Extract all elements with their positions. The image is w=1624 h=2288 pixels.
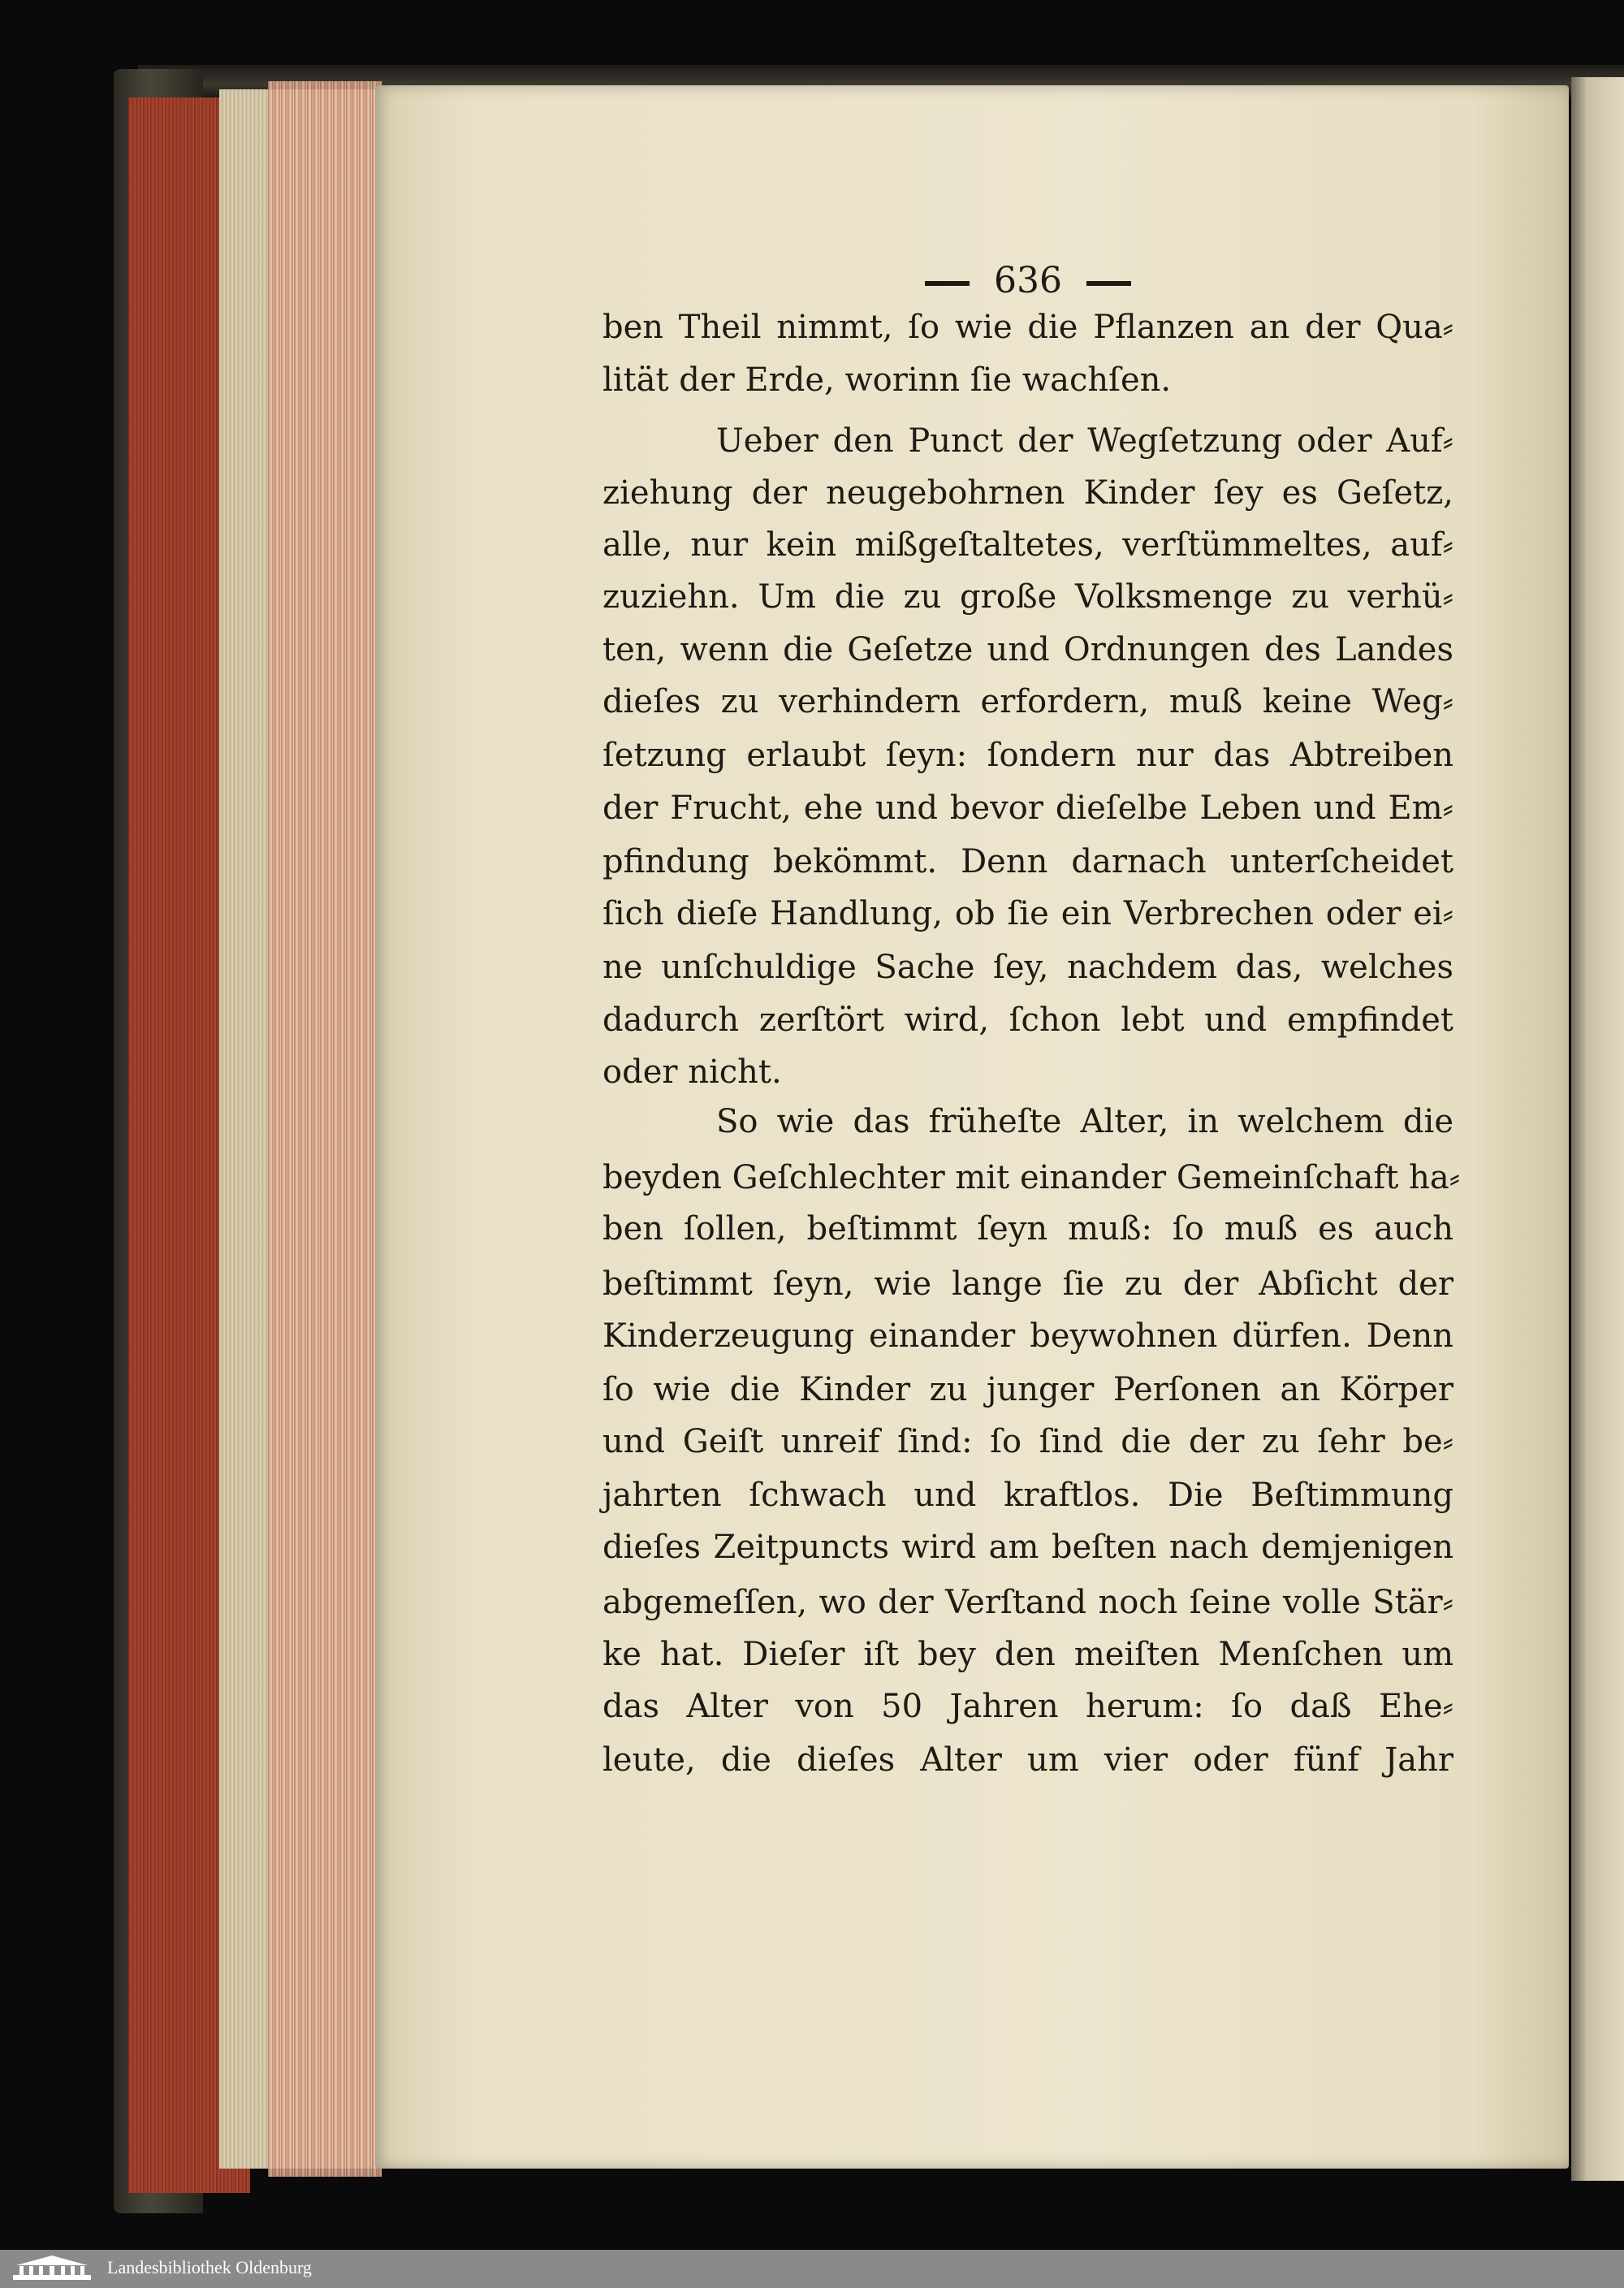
page-stack-inner [268, 81, 382, 2177]
text-line: ke hat. Dieſer iſt bey den meiſten Menſchen um [603, 1636, 1453, 1673]
text-line: ziehung der neugebohrnen Kinder ſey es Geſetz, [603, 474, 1453, 512]
text-line: das Alter von 50 Jahren herum: ſo daß Ehe⸗ [603, 1688, 1453, 1725]
text-line: jahrten ſchwach und kraftlos. Die Beſtimmung [603, 1477, 1453, 1514]
text-line: ſich dieſe Handlung, ob ſie ein Verbrechen oder ei⸗ [603, 895, 1453, 932]
header-dash-right [1086, 281, 1131, 286]
text-line: alle, nur kein mißgeſtaltetes, verſtümmeltes, auf⸗ [603, 526, 1453, 564]
page-number: 636 [994, 260, 1062, 301]
library-name: Landesbibliothek Oldenburg [107, 2257, 312, 2277]
text-line: beyden Geſchlechter mit einander Gemeinſchaft ha⸗ [603, 1159, 1461, 1196]
text-line: ten, wenn die Geſetze und Ordnungen des Landes [603, 631, 1453, 668]
text-line: dadurch zerſtört wird, ſchon lebt und empfindet [603, 1001, 1453, 1039]
text-line: dieſes Zeitpuncts wird am beſten nach demjenigen [603, 1529, 1453, 1566]
text-line: Ueber den Punct der Wegſetzung oder Auf⸗ [716, 422, 1453, 460]
text-line: Kinderzeugung einander beywohnen dürfen. Denn [603, 1317, 1453, 1355]
facing-page-edge [1571, 77, 1624, 2181]
header-dash-left [925, 281, 970, 286]
text-line: ſetzung erlaubt ſeyn: ſondern nur das Abtreiben [603, 737, 1453, 774]
text-line: dieſes zu verhindern erfordern, muß keine Weg⸗ [603, 683, 1453, 720]
text-line: So wie das früheſte Alter, in welchem die [716, 1103, 1453, 1140]
text-line: und Geiſt unreif ſind: ſo ſind die der zu ſehr be⸗ [603, 1423, 1453, 1460]
text-line: oder nicht. [603, 1053, 782, 1091]
library-logo-icon [11, 2254, 93, 2283]
text-line: leute, die dieſes Alter um vier oder fünf Jahr [603, 1741, 1453, 1779]
text-line: ben ſollen, beſtimmt ſeyn muß: ſo muß es auch [603, 1210, 1453, 1248]
text-line: der Frucht, ehe und bevor dieſelbe Leben und Em⸗ [603, 789, 1453, 827]
text-line: lität der Erde, worinn ſie wachſen. [603, 361, 1172, 399]
text-line: ne unſchuldige Sache ſey, nachdem das, welches [603, 949, 1453, 986]
text-line: abgemeſſen, wo der Verſtand noch ſeine volle Stär⸗ [603, 1584, 1453, 1621]
text-line: zuziehn. Um die zu große Volksmenge zu verhü⸗ [603, 578, 1453, 616]
text-line: beſtimmt ſeyn, wie lange ſie zu der Abſicht der [603, 1265, 1453, 1303]
page-header [603, 260, 1453, 301]
text-line: ſo wie die Kinder zu junger Perſonen an Körper [603, 1371, 1453, 1408]
text-line: ben Theil nimmt, ſo wie die Pflanzen an der Qua⸗ [603, 309, 1453, 346]
text-line: pfindung bekömmt. Denn darnach unterſcheidet [603, 843, 1453, 880]
